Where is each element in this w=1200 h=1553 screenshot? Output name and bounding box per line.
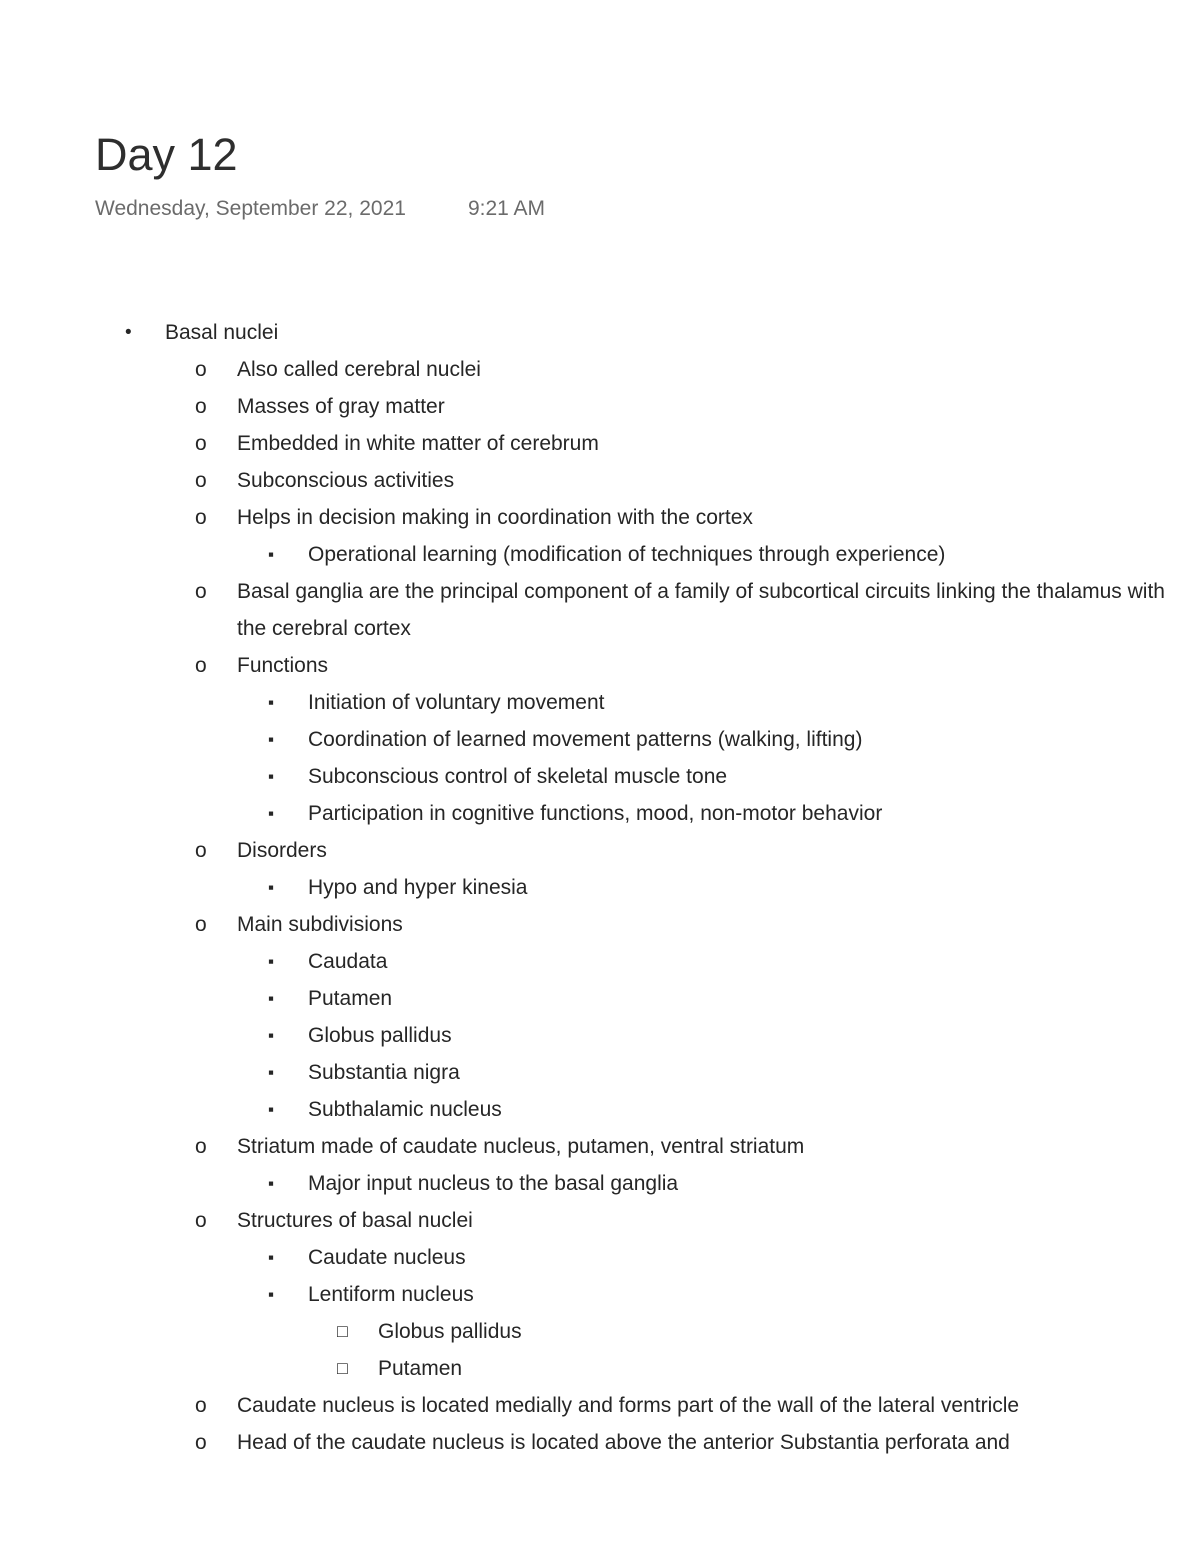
list-item-text: Basal ganglia are the principal component of a family of subcortical circuits linking the thalamus with the cerebral cortex xyxy=(237,580,1165,640)
list-item-text: Coordination of learned movement patterns (walking, lifting) xyxy=(308,728,863,751)
note-date: Wednesday, September 22, 2021 xyxy=(95,197,406,220)
list-item-text: Embedded in white matter of cerebrum xyxy=(237,432,599,455)
bullet-marker: o xyxy=(195,1209,207,1232)
note-header xyxy=(0,0,1200,222)
bullet-marker: ▪ xyxy=(268,767,275,786)
list-item xyxy=(337,1350,1198,1387)
list-item xyxy=(195,1387,1198,1424)
list-item-text: Initiation of voluntary movement xyxy=(308,691,605,714)
bullet-marker: ▪ xyxy=(268,730,275,749)
list-item-text: Putamen xyxy=(378,1357,463,1380)
bullet-marker: □ xyxy=(337,1358,348,1378)
list-item xyxy=(268,1276,1198,1313)
list-item xyxy=(125,314,1198,351)
list-item xyxy=(268,1054,1198,1091)
list-item-text: Caudate nucleus is located medially and forms part of the wall of the lateral ventricle xyxy=(237,1394,1020,1417)
list-item-text: Putamen xyxy=(308,987,393,1010)
list-item-text: Also called cerebral nuclei xyxy=(237,358,481,381)
list-item xyxy=(268,1239,1198,1276)
list-item-text: Basal nuclei xyxy=(165,321,279,344)
bullet-marker: ▪ xyxy=(268,952,275,971)
list-item xyxy=(268,684,1198,721)
list-item-text: Helps in decision making in coordination with the cortex xyxy=(237,506,753,529)
list-item-text: Structures of basal nuclei xyxy=(237,1209,473,1232)
bullet-marker: o xyxy=(195,913,207,936)
list-item xyxy=(195,1424,1198,1461)
bullet-marker: ▪ xyxy=(268,1063,275,1082)
list-item-text: Subconscious control of skeletal muscle tone xyxy=(308,765,728,788)
list-item xyxy=(268,795,1198,832)
date-line xyxy=(95,196,1200,222)
page-title: Day 12 xyxy=(95,129,238,180)
list-item xyxy=(268,1017,1198,1054)
list-item-text: Subthalamic nucleus xyxy=(308,1098,502,1121)
bullet-marker: o xyxy=(195,1431,207,1454)
note-time: 9:21 AM xyxy=(467,197,545,220)
bullet-marker: ▪ xyxy=(268,1174,275,1193)
bullet-marker: ▪ xyxy=(268,878,275,897)
list-item-text: Striatum made of caudate nucleus, putamen, ventral striatum xyxy=(237,1135,805,1158)
list-item xyxy=(195,1128,1198,1165)
list-item xyxy=(195,351,1198,388)
list-item xyxy=(195,462,1198,499)
list-item-text: Operational learning (modification of techniques through experience) xyxy=(308,543,946,566)
bullet-marker: ▪ xyxy=(268,545,275,564)
list-item-text: Hypo and hyper kinesia xyxy=(308,876,528,899)
bullet-marker: o xyxy=(195,432,207,455)
list-item-text: Functions xyxy=(237,654,329,677)
list-item-text: Main subdivisions xyxy=(237,913,403,936)
list-item xyxy=(268,869,1198,906)
list-item-text: Caudate nucleus xyxy=(308,1246,466,1269)
bullet-marker: □ xyxy=(337,1321,348,1341)
list-item xyxy=(195,499,1198,536)
bullet-marker: o xyxy=(195,580,207,603)
list-item-text: Caudata xyxy=(308,950,388,973)
list-item xyxy=(268,1091,1198,1128)
list-item xyxy=(268,758,1198,795)
bullet-marker: o xyxy=(195,469,207,492)
list-item xyxy=(195,832,1198,869)
bullet-marker: ▪ xyxy=(268,1100,275,1119)
bullet-marker: ▪ xyxy=(268,804,275,823)
bullet-marker: o xyxy=(195,395,207,418)
bullet-marker: o xyxy=(195,839,207,862)
bullet-marker: ▪ xyxy=(268,1285,275,1304)
list-item xyxy=(268,980,1198,1017)
list-item xyxy=(195,573,1198,647)
bullet-marker: o xyxy=(195,358,207,381)
bullet-marker: ▪ xyxy=(268,693,275,712)
list-item xyxy=(195,425,1198,462)
list-item xyxy=(268,1165,1198,1202)
bullet-marker: o xyxy=(195,654,207,677)
list-item xyxy=(195,906,1198,943)
bullet-marker: ▪ xyxy=(268,989,275,1008)
list-item-text: Disorders xyxy=(237,839,327,862)
list-item xyxy=(337,1313,1198,1350)
list-item-text: Masses of gray matter xyxy=(237,395,445,418)
list-item xyxy=(268,536,1198,573)
list-item xyxy=(268,721,1198,758)
list-item-text: Participation in cognitive functions, mood, non-motor behavior xyxy=(308,802,883,825)
list-item-text: Head of the caudate nucleus is located above the anterior Substantia perforata and xyxy=(237,1431,1010,1454)
bullet-marker: o xyxy=(195,1394,207,1417)
bullet-marker: ▪ xyxy=(268,1026,275,1045)
list-item-text: Lentiform nucleus xyxy=(308,1283,474,1306)
list-item xyxy=(268,943,1198,980)
list-item-text: Subconscious activities xyxy=(237,469,455,492)
list-item-text: Substantia nigra xyxy=(308,1061,460,1084)
list-item xyxy=(195,647,1198,684)
list-item-text: Globus pallidus xyxy=(308,1024,452,1047)
outline-list xyxy=(0,314,1200,1461)
bullet-marker: • xyxy=(125,322,132,343)
bullet-marker: ▪ xyxy=(268,1248,275,1267)
list-item xyxy=(195,1202,1198,1239)
bullet-marker: o xyxy=(195,506,207,529)
list-item-text: Globus pallidus xyxy=(378,1320,522,1343)
bullet-marker: o xyxy=(195,1135,207,1158)
list-item-text: Major input nucleus to the basal ganglia xyxy=(308,1172,679,1195)
list-item xyxy=(195,388,1198,425)
